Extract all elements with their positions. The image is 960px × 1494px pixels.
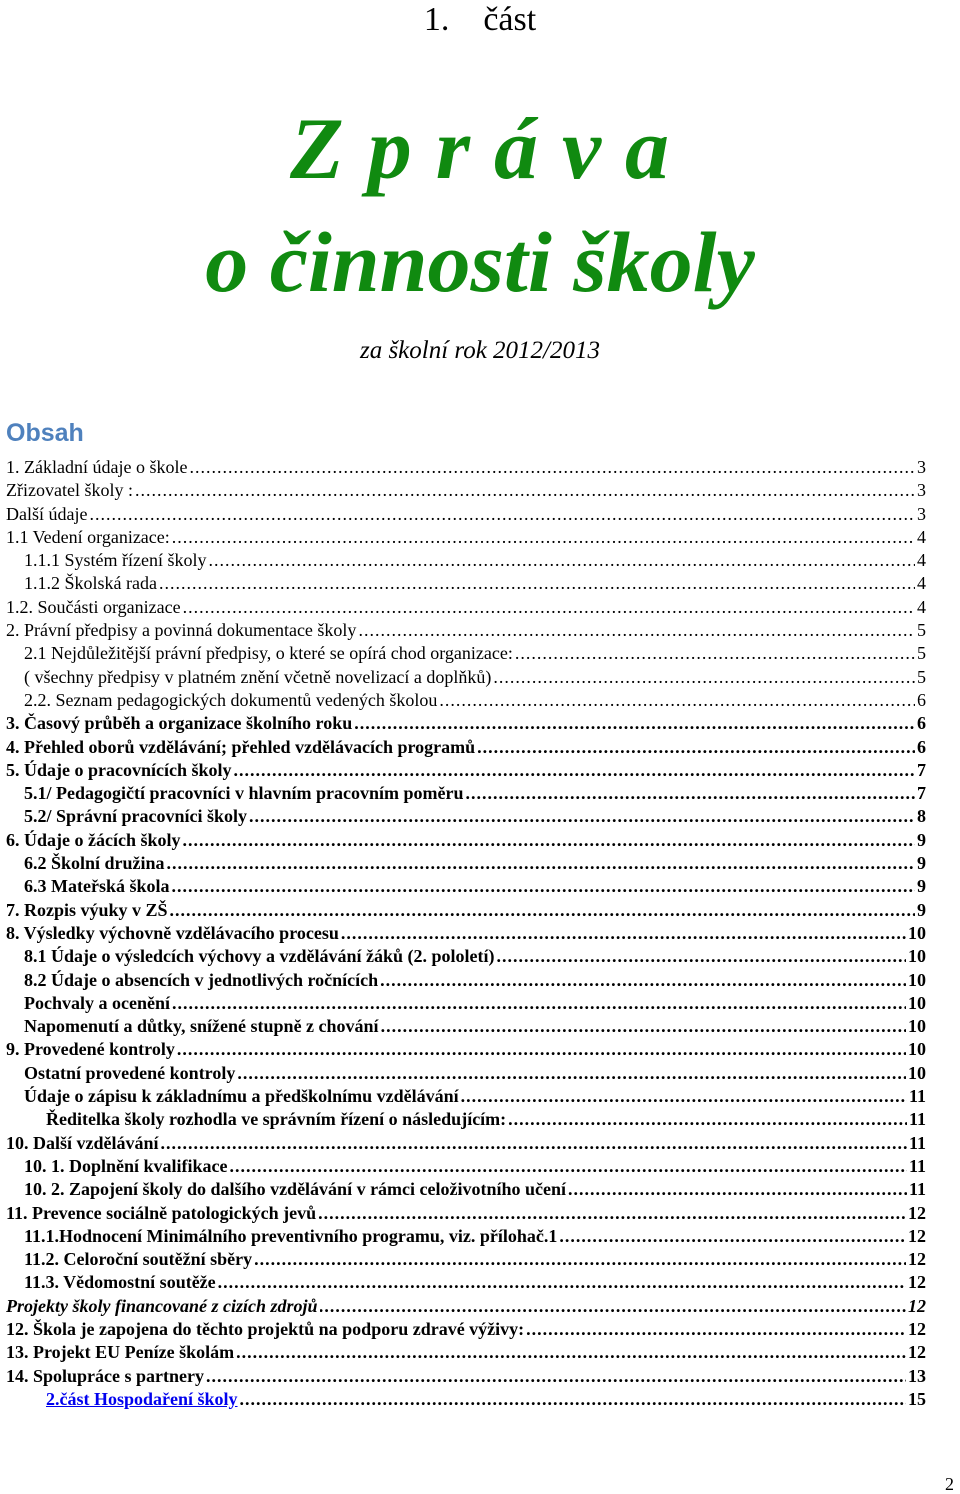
toc-entry-page: 5 — [917, 666, 926, 687]
toc-entry[interactable] — [6, 666, 926, 689]
toc-entry-label: 9. Provedené kontroly — [6, 1039, 175, 1060]
toc-entry[interactable] — [6, 712, 926, 735]
toc-entry-page: 13 — [908, 1365, 926, 1386]
toc-entry-leader — [161, 1132, 907, 1155]
toc-entry-label: 14. Spolupráce s partnery — [6, 1365, 204, 1386]
toc-entry-label: 1.1.1 Systém řízení školy — [24, 550, 207, 571]
toc-entry[interactable] — [6, 1085, 926, 1108]
toc-entry-page: 12 — [908, 1249, 926, 1270]
toc-entry-label: 10. Další vzdělávání — [6, 1132, 159, 1153]
toc-entry[interactable] — [6, 1341, 926, 1364]
toc-entry-label: 1.2. Součásti organizace — [6, 596, 181, 617]
toc-entry-leader — [477, 736, 915, 759]
toc-entry-label: 13. Projekt EU Peníze školám — [6, 1342, 235, 1363]
toc-entry-label: 7. Rozpis výuky v ZŠ — [6, 899, 168, 920]
toc-entry-leader — [508, 1108, 907, 1131]
toc-entry-page: 12 — [908, 1342, 926, 1363]
toc-entry-leader — [89, 503, 915, 526]
toc-entry-label: 5.2/ Správní pracovníci školy — [24, 806, 248, 827]
toc-entry-leader — [439, 689, 915, 712]
toc-entry-label: 5. Údaje o pracovnících školy — [6, 759, 232, 780]
toc-entry-leader — [189, 456, 915, 479]
toc-entry-label: 2. Právní předpisy a povinná dokumentace školy — [6, 620, 357, 641]
toc-entry[interactable] — [6, 1271, 926, 1294]
toc-entry[interactable] — [6, 572, 926, 595]
table-of-contents — [6, 456, 926, 1411]
school-year-subtitle: za školní rok 2012/2013 — [359, 337, 601, 364]
toc-entry-label: 8.2 Údaje o absencích v jednotlivých ročnících — [24, 969, 379, 990]
toc-entry-label: ( všechny předpisy v platném znění včetně novelizací a doplňků) — [24, 666, 492, 687]
toc-entry-page: 7 — [917, 759, 926, 780]
toc-entry[interactable] — [6, 969, 926, 992]
toc-entry-leader — [354, 712, 915, 735]
toc-entry-page: 5 — [917, 643, 926, 664]
toc-entry-leader — [341, 922, 906, 945]
toc-entry-leader — [497, 945, 907, 968]
toc-entry[interactable] — [6, 456, 926, 479]
toc-entry[interactable] — [6, 922, 926, 945]
toc-entry-page: 11 — [908, 1086, 926, 1107]
toc-entry-leader — [177, 1038, 906, 1061]
toc-entry-label: 1.1 Vedení organizace: — [6, 526, 170, 547]
toc-entry[interactable] — [6, 642, 926, 665]
toc-entry-leader — [240, 1388, 906, 1411]
toc-entry-label: 8. Výsledky výchovně vzdělávacího procesu — [6, 922, 339, 943]
toc-entry[interactable] — [6, 852, 926, 875]
toc-entry-label: 1.1.2 Školská rada — [24, 573, 157, 594]
toc-entry-label: 3. Časový průběh a organizace školního roku — [6, 713, 353, 734]
toc-entry-link[interactable]: 2.část Hospodaření školy — [46, 1388, 238, 1409]
toc-entry-page: 3 — [917, 503, 926, 524]
toc-entry[interactable] — [6, 1318, 926, 1341]
part-label: část — [483, 1, 537, 38]
toc-entry-leader — [381, 1015, 906, 1038]
toc-entry-label: 12. Škola je zapojena do těchto projektů na podporu zdravé výživy: — [6, 1318, 525, 1339]
toc-entry-label: 10. 2. Zapojení školy do dalšího vzdělávání v rámci celoživotního učení — [24, 1179, 567, 1200]
report-title: Z p r á v a — [289, 101, 671, 198]
toc-entry-label: Projekty školy financované z cizích zdrojů — [6, 1295, 318, 1316]
toc-entry-label: Pochvaly a ocenění — [24, 992, 170, 1013]
toc-entry-page: 10 — [908, 1016, 926, 1037]
toc-entry-leader — [209, 549, 916, 572]
toc-entry-page: 9 — [917, 853, 926, 874]
toc-entry-leader — [236, 1341, 906, 1364]
toc-entry-page: 12 — [908, 1225, 926, 1246]
toc-entry-page: 11 — [908, 1179, 926, 1200]
toc-entry-page: 7 — [917, 783, 926, 804]
toc-entry-leader — [172, 526, 915, 549]
toc-entry[interactable] — [6, 526, 926, 549]
toc-entry-page: 15 — [908, 1388, 926, 1409]
toc-entry[interactable] — [6, 759, 926, 782]
toc-entry[interactable] — [6, 1225, 926, 1248]
toc-entry[interactable] — [6, 479, 926, 502]
toc-entry-page: 10 — [908, 922, 926, 943]
toc-entry-page: 12 — [908, 1295, 926, 1316]
toc-entry-label: 1. Základní údaje o škole — [6, 457, 188, 477]
toc-entry-label: 10. 1. Doplnění kvalifikace — [24, 1155, 228, 1176]
toc-entry-label: Údaje o zápisu k základnímu a předškolnímu vzdělávání — [24, 1086, 459, 1107]
toc-entry-leader — [318, 1202, 906, 1225]
toc-entry-label: 11.2. Celoroční soutěžní sběry — [24, 1249, 253, 1270]
toc-entry-leader — [515, 642, 915, 665]
toc-entry[interactable] — [6, 805, 926, 828]
toc-entry-leader — [559, 1225, 906, 1248]
toc-entry[interactable] — [6, 549, 926, 572]
toc-entry[interactable] — [6, 619, 926, 642]
toc-entry[interactable] — [6, 1155, 926, 1178]
toc-entry-label: 6. Údaje o žácích školy — [6, 829, 181, 850]
toc-entry[interactable] — [6, 503, 926, 526]
toc-entry-page: 6 — [917, 736, 926, 757]
toc-entry-label: Ostatní provedené kontroly — [24, 1062, 236, 1083]
toc-entry-page: 12 — [908, 1318, 926, 1339]
toc-entry-page: 9 — [917, 899, 926, 920]
toc-entry[interactable] — [6, 1388, 926, 1411]
toc-entry-page: 12 — [908, 1272, 926, 1293]
toc-entry-label: Napomenutí a důtky, snížené stupně z chování — [24, 1016, 379, 1037]
toc-entry-page: 12 — [908, 1202, 926, 1223]
toc-entry-leader — [167, 852, 915, 875]
page-number: 2 — [945, 1474, 954, 1494]
toc-entry-leader — [254, 1248, 906, 1271]
toc-entry-page: 11 — [908, 1132, 926, 1153]
toc-entry-page: 4 — [917, 550, 926, 571]
toc-entry-page: 10 — [908, 992, 926, 1013]
toc-entry-leader — [358, 619, 915, 642]
toc-entry-page: 5 — [917, 620, 926, 641]
toc-entry[interactable] — [6, 945, 926, 968]
toc-entry-leader — [234, 759, 915, 782]
toc-entry-leader — [461, 1085, 907, 1108]
toc-entry-page: 11 — [908, 1155, 926, 1176]
toc-entry-page: 8 — [917, 806, 926, 827]
toc-entry-label: 11.1.Hodnocení Minimálního preventivního programu, viz. přílohač.1 — [24, 1225, 558, 1246]
toc-entry-leader — [183, 596, 915, 619]
toc-entry-page: 6 — [917, 713, 926, 734]
toc-entry-leader — [170, 899, 915, 922]
toc-entry-label: 4. Přehled oborů vzdělávání; přehled vzdělávacích programů — [6, 736, 476, 757]
toc-entry[interactable] — [6, 689, 926, 712]
toc-entry-leader — [526, 1318, 906, 1341]
toc-entry-label: Další údaje — [6, 503, 88, 524]
toc-entry[interactable] — [6, 1248, 926, 1271]
toc-entry[interactable] — [6, 875, 926, 898]
toc-entry-leader — [249, 805, 915, 828]
toc-entry-page: 11 — [908, 1109, 926, 1130]
toc-entry-leader — [493, 666, 915, 689]
toc-entry-leader — [172, 875, 916, 898]
toc-entry[interactable] — [6, 736, 926, 759]
toc-entry-label: Ředitelka školy rozhodla ve správním řízení o následujícím: — [46, 1109, 507, 1130]
toc-entry-leader — [172, 992, 906, 1015]
toc-entry-page: 9 — [917, 829, 926, 850]
toc-entry-label: 11.3. Vědomostní soutěže — [24, 1272, 216, 1293]
part-number: 1. — [423, 1, 450, 38]
toc-entry-leader — [135, 479, 915, 502]
toc-entry-leader — [206, 1365, 906, 1388]
toc-entry-page: 6 — [917, 689, 926, 710]
toc-entry-page: 10 — [908, 946, 926, 967]
toc-entry-page: 4 — [917, 596, 926, 617]
toc-entry[interactable] — [6, 829, 926, 852]
toc-entry[interactable] — [6, 1178, 926, 1201]
toc-entry[interactable] — [6, 992, 926, 1015]
toc-entry-label: 5.1/ Pedagogičtí pracovníci v hlavním pracovním poměru — [24, 783, 464, 804]
toc-entry[interactable] — [6, 1062, 926, 1085]
part-heading — [0, 0, 960, 40]
toc-entry[interactable] — [6, 1015, 926, 1038]
toc-entry-page: 4 — [917, 526, 926, 547]
toc-entry-label: 8.1 Údaje o výsledcích výchovy a vzdělávání žáků (2. pololetí) — [24, 946, 495, 967]
toc-entry[interactable] — [6, 596, 926, 619]
toc-entry-page: 3 — [917, 480, 926, 501]
toc-entry[interactable] — [6, 899, 926, 922]
toc-entry[interactable] — [6, 1295, 926, 1318]
toc-entry-page: 3 — [917, 457, 926, 477]
toc-entry-leader — [230, 1155, 907, 1178]
toc-entry[interactable] — [6, 1132, 926, 1155]
toc-entry[interactable] — [6, 1202, 926, 1225]
toc-entry-leader — [320, 1295, 907, 1318]
toc-entry[interactable] — [6, 1038, 926, 1061]
toc-entry-label: 2.2. Seznam pedagogických dokumentů vedených školou — [24, 689, 438, 710]
report-subject: o činnosti školy — [205, 214, 755, 310]
toc-entry-leader — [218, 1271, 906, 1294]
toc-entry[interactable] — [6, 1108, 926, 1131]
toc-entry-label: 2.1 Nejdůležitější právní předpisy, o které se opírá chod organizace: — [24, 643, 513, 664]
toc-entry-page: 4 — [917, 573, 926, 594]
toc-entry-leader — [380, 969, 906, 992]
toc-entry-leader — [183, 829, 916, 852]
toc-entry-label: 11. Prevence sociálně patologických jevů — [6, 1202, 317, 1223]
toc-entry-page: 10 — [908, 1039, 926, 1060]
toc-entry-page: 10 — [908, 969, 926, 990]
toc-entry-page: 9 — [917, 876, 926, 897]
toc-entry[interactable] — [6, 782, 926, 805]
toc-heading: Obsah — [6, 419, 84, 447]
toc-entry[interactable] — [6, 1365, 926, 1388]
toc-entry-label: 6.3 Mateřská škola — [24, 876, 170, 897]
toc-entry-label: Zřizovatel školy : — [6, 480, 133, 501]
toc-entry-label: 6.2 Školní družina — [24, 853, 165, 874]
toc-entry-leader — [568, 1178, 907, 1201]
toc-entry-leader — [237, 1062, 906, 1085]
toc-entry-leader — [465, 782, 915, 805]
toc-entry-page: 10 — [908, 1062, 926, 1083]
toc-entry-leader — [159, 572, 915, 595]
